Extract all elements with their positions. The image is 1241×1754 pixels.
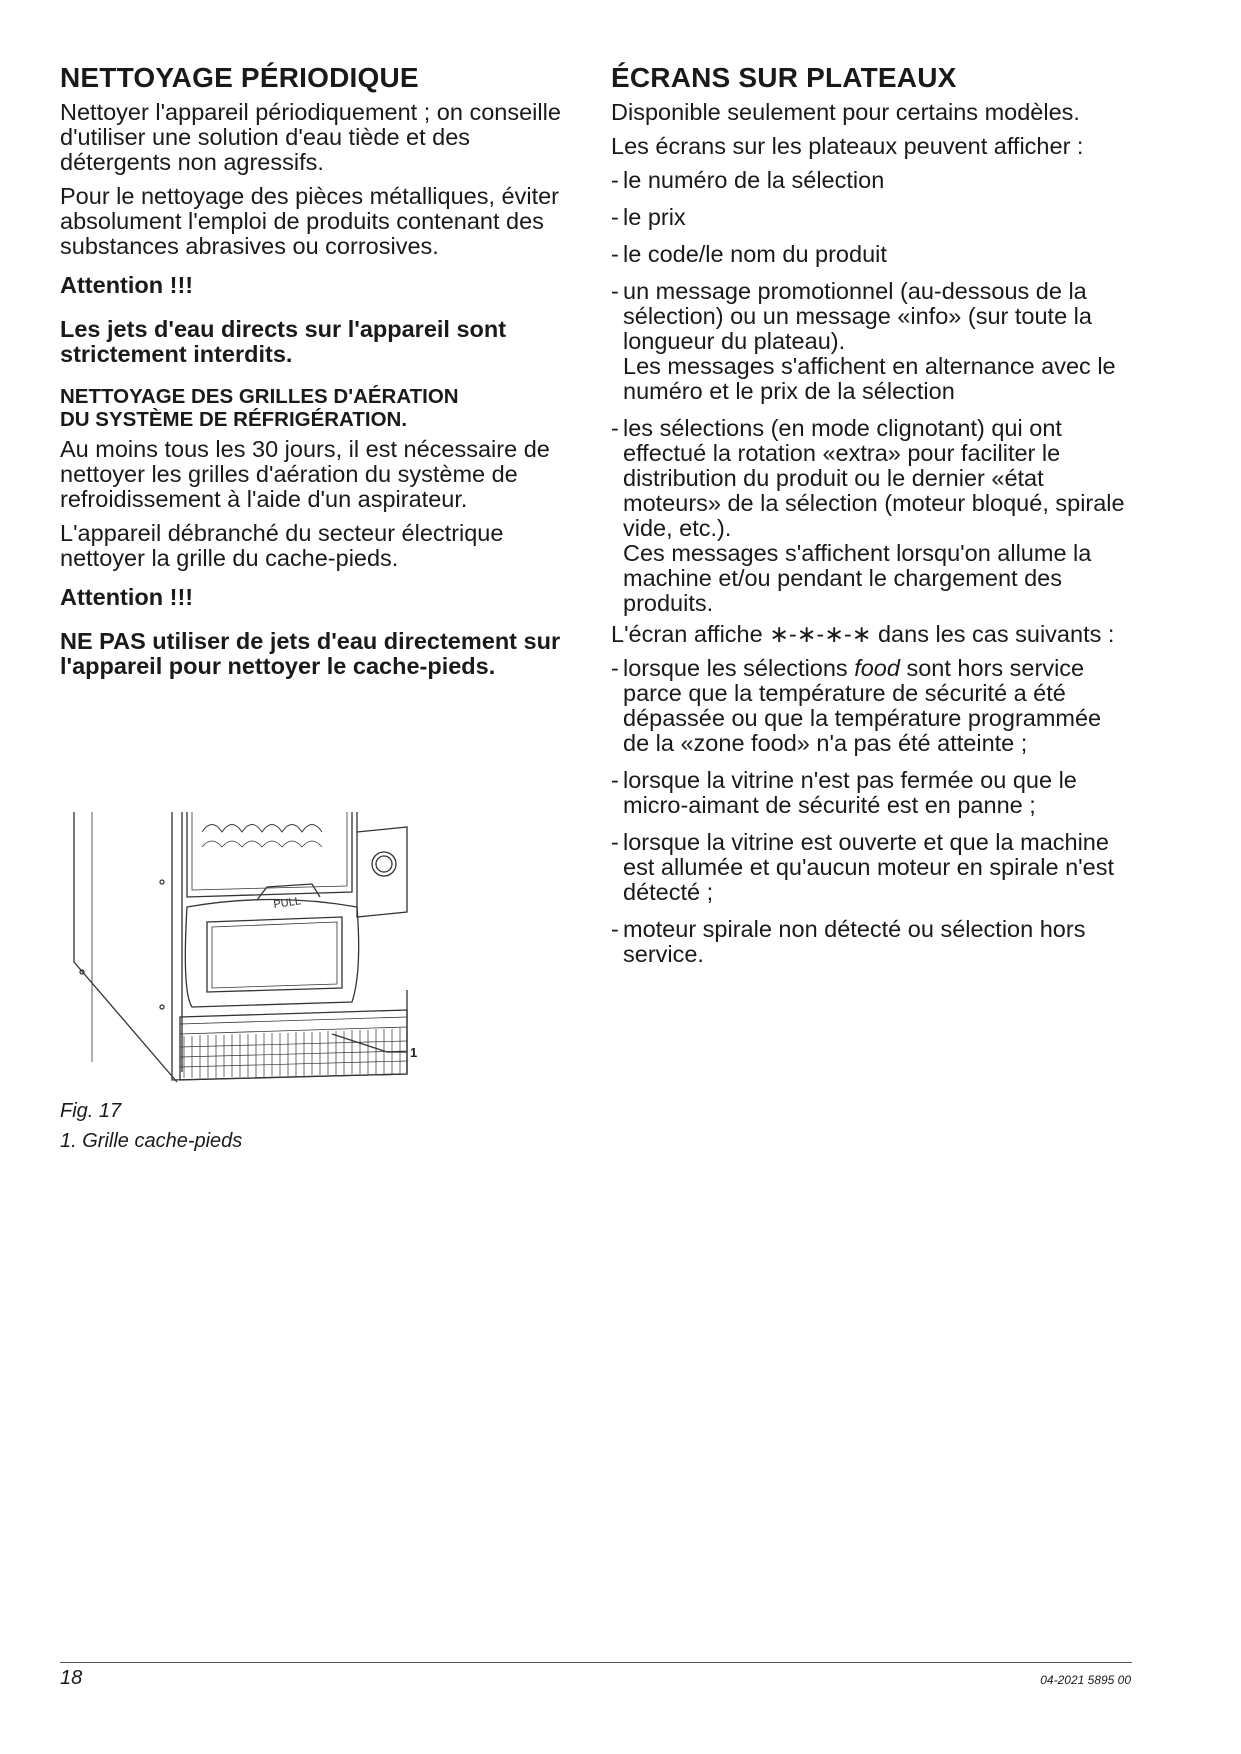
vending-machine-illustration — [62, 812, 462, 1112]
list-note: Les messages s'affichent en alternance avec le numéro et le prix de la sélection — [623, 353, 1116, 404]
attention-label: Attention !!! — [60, 584, 194, 610]
paragraph: Les écrans sur les plateaux peuvent afficher : — [611, 133, 1084, 159]
paragraph: Au moins tous les 30 jours, il est nécessaire de nettoyer les grilles d'aération du système de refroidissement à l'aide d'un aspirateur. — [60, 436, 550, 512]
left-column — [60, 62, 580, 697]
warning-text: Les jets d'eau directs sur l'appareil sont strictement interdits. — [60, 316, 507, 367]
callout-number: 1 — [410, 1045, 418, 1060]
error-cases-list — [611, 656, 1131, 967]
page-number: 18 — [60, 1667, 83, 1689]
list-note: Ces messages s'affichent lorsqu'on allume la machine et/ou pendant le chargement des produits. — [623, 540, 1092, 616]
list-item: - lorsque la vitrine est ouverte et que la machine est allumée et qu'aucun moteur en spirale n'est détecté ; — [611, 829, 1115, 905]
figure-label: Fig. 17 — [60, 1100, 122, 1122]
list-item: - le code/le nom du produit — [611, 241, 887, 267]
list-item: - le numéro de la sélection — [611, 167, 885, 193]
document-code: 04-2021 5895 00 — [1040, 1673, 1131, 1687]
warning-text: NE PAS utiliser de jets d'eau directement sur l'appareil pour nettoyer le cache-pieds. — [60, 628, 561, 679]
paragraph: Nettoyer l'appareil périodiquement ; on conseille d'utiliser une solution d'eau tiède et des détergents non agressifs. — [60, 99, 561, 175]
pull-label: PULL — [272, 895, 302, 911]
section-title-nettoyage: NETTOYAGE PÉRIODIQUE — [60, 62, 419, 93]
subtitle-line: DU SYSTÈME DE RÉFRIGÉRATION. — [60, 408, 408, 431]
list-item: - lorsque la vitrine n'est pas fermée ou que le micro-aimant de sécurité est en panne ; — [611, 767, 1077, 818]
display-content-list — [611, 168, 1131, 616]
attention-label: Attention !!! — [60, 272, 194, 298]
list-item: - un message promotionnel (au-dessous de la sélection) ou un message «info» (sur toute la longueur du plateau). Les messages s'affichent en alternance avec le numéro et le prix de la sélection — [611, 279, 1131, 404]
right-column — [611, 62, 1131, 979]
paragraph: L'appareil débranché du secteur électrique nettoyer la grille du cache-pieds. — [60, 520, 504, 571]
list-item: - lorsque les sélections food sont hors service parce que la température de sécurité a été dépassée ou que la température programmée de la «zone food» n'a pas été atteinte ; — [611, 655, 1102, 756]
paragraph: Pour le nettoyage des pièces métalliques, éviter absolument l'emploi de produits contenant des substances abrasives ou corrosives. — [60, 183, 560, 259]
section-title-ecrans: ÉCRANS SUR PLATEAUX — [611, 62, 957, 93]
machine-drawing — [62, 812, 462, 1112]
list-item: - le prix — [611, 204, 686, 230]
subsection-title — [60, 385, 580, 431]
figure-caption: 1. Grille cache-pieds — [60, 1130, 243, 1152]
subtitle-line: NETTOYAGE DES GRILLES D'AÉRATION — [60, 385, 459, 408]
paragraph: Disponible seulement pour certains modèles. — [611, 99, 1080, 125]
footer-divider — [60, 1662, 1132, 1663]
paragraph: L'écran affiche ∗-∗-∗-∗ dans les cas suivants : — [611, 621, 1115, 647]
list-item: - les sélections (en mode clignotant) qui ont effectué la rotation «extra» pour faciliter le distribution du produit ou le dernier «état moteurs» de la sélection (moteur bloqué, spirale vide, etc.). Ces messages s'affichent lorsqu'on allume la machine et/ou pendant le chargement des produits. — [611, 416, 1131, 616]
list-item: - moteur spirale non détecté ou sélection hors service. — [611, 916, 1086, 967]
